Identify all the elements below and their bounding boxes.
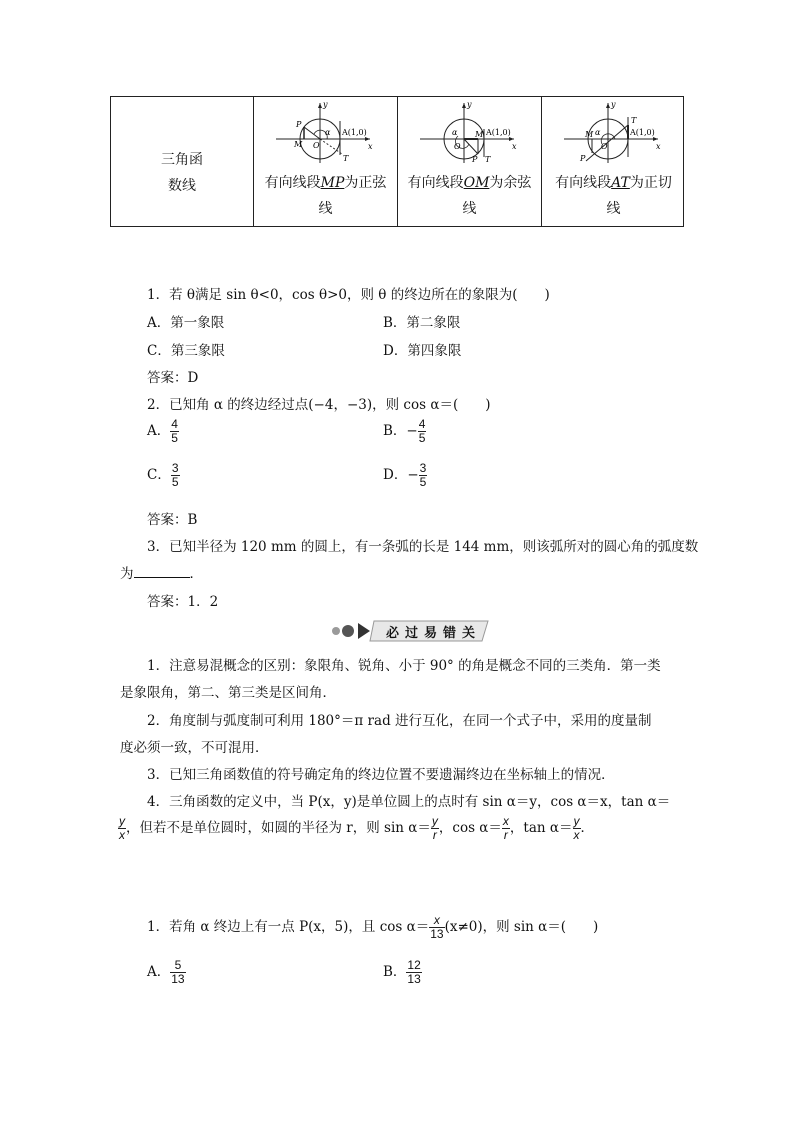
banner-title: 必过易错关 — [386, 626, 482, 641]
row-label-line1: 三角函 — [161, 152, 203, 168]
diagram-label-M: M — [294, 140, 303, 149]
sine-line-cell — [254, 97, 398, 226]
diagram-label-P: P — [296, 120, 302, 129]
diagram-label-M: M — [475, 130, 484, 139]
diagram-label-P: P — [472, 155, 478, 164]
q4-option-a: A． $\frac{5}{13}$ — [147, 958, 185, 986]
diagram-label-alpha: α — [595, 128, 601, 137]
diagram-label-alpha: α — [325, 128, 331, 137]
q4-option-b: B． $\frac{12}{13}$ — [383, 958, 421, 986]
diagram-label-A: A(1,0) — [630, 128, 655, 137]
q4-stem: 1．若角 α 终边上有一点 P(x，5)，且 cos α＝ $\frac{x}{13}$ (x≠0)，则 sin α＝( ) — [147, 913, 599, 941]
diagram-label-x: x — [368, 142, 373, 151]
table-row-header — [111, 97, 254, 226]
note-4-line2: $\frac{y}{x}$ ，但若不是单位圆时，如圆的半径为 r，则 sin α＝ $\frac{y}{r}$ ，cos α＝ $\frac{x}{r}$ ，tan α＝ $\frac{y}{x}$ ． — [119, 814, 594, 842]
diagram-label-A: A(1,0) — [486, 128, 511, 137]
diagram-label-O: O — [313, 141, 320, 150]
diagram-label-y: y — [323, 100, 328, 109]
note-1-line1: 1．注意易混概念的区别：象限角、锐角、小于 90° 的角是概念不同的三类角．第一类 — [147, 658, 661, 674]
diagram-label-T: T — [631, 116, 637, 125]
cosine-line-cell — [398, 97, 542, 226]
note-2-line2: 度必须一致，不可混用． — [120, 740, 269, 756]
q2-option-d: D．− $\frac{3}{5}$ — [383, 461, 427, 489]
sine-caption-line2: 线 — [318, 201, 333, 217]
q1-option-a: A．第一象限 — [147, 315, 225, 331]
diagram-label-T: T — [485, 155, 491, 164]
q1-option-d: D．第四象限 — [383, 343, 462, 359]
q1-stem: 1．若 θ满足 sin θ<0，cos θ>0，则 θ 的终边所在的象限为( ) — [147, 287, 550, 303]
diagram-label-y: y — [467, 100, 472, 109]
diagram-label-P: P — [580, 154, 586, 163]
q1-option-c: C．第三象限 — [147, 343, 225, 359]
tangent-caption-line2: 线 — [606, 201, 621, 217]
cosine-line-diagram — [416, 99, 522, 165]
diagram-label-x: x — [656, 142, 661, 151]
q3-stem: 3．已知半径为 120 mm 的圆上，有一条弧的长是 144 mm，则该弧所对的圆心角的弧度数 — [147, 539, 699, 555]
q2-option-b: B．− $\frac{4}{5}$ — [383, 417, 426, 445]
section-banner — [330, 618, 490, 644]
q1-answer: 答案：D — [147, 370, 199, 386]
note-4-line1: 4．三角函数的定义中，当 P(x，y)是单位圆上的点时有 sin α＝y，cos α＝x，tan α＝ — [147, 794, 671, 810]
note-3: 3．已知三角函数值的符号确定角的终边位置不要遗漏终边在坐标轴上的情况． — [147, 767, 615, 783]
tangent-line-diagram — [560, 99, 666, 165]
tangent-caption-line1: 有向线段AT为正切 — [555, 175, 672, 191]
q3-answer-blank — [134, 565, 190, 578]
row-label-line2: 数线 — [168, 178, 196, 194]
q3-stem-line2: 为 ． — [120, 566, 203, 582]
q2-option-a: A． $\frac{4}{5}$ — [147, 417, 178, 445]
trig-line-table — [110, 96, 684, 227]
note-1-line2: 是象限角，第二、第三类是区间角． — [120, 685, 336, 701]
q2-stem: 2．已知角 α 的终边经过点(−4，−3)，则 cos α＝( ) — [147, 397, 491, 413]
q1-option-b: B．第二象限 — [383, 315, 461, 331]
diagram-label-A: A(1,0) — [342, 128, 367, 137]
cosine-caption-line2: 线 — [462, 201, 477, 217]
diagram-label-y: y — [611, 100, 616, 109]
q3-answer: 答案：1．2 — [147, 594, 219, 610]
diagram-label-T: T — [343, 154, 349, 163]
sine-caption-line1: 有向线段MP为正弦 — [264, 175, 387, 191]
diagram-label-x: x — [512, 142, 517, 151]
diagram-label-alpha: α — [452, 128, 458, 137]
cosine-caption-line1: 有向线段OM为余弦 — [407, 175, 532, 191]
q2-answer: 答案：B — [147, 512, 198, 528]
tangent-line-cell — [542, 97, 685, 226]
diagram-label-M: M — [585, 130, 594, 139]
q2-option-c: C． $\frac{3}{5}$ — [147, 461, 179, 489]
sine-line-diagram — [272, 99, 378, 165]
note-2-line1: 2．角度制与弧度制可利用 180°＝π rad 进行互化，在同一个式子中，采用的度量制 — [147, 713, 652, 729]
diagram-label-O: O — [601, 142, 608, 151]
diagram-label-O: O — [454, 142, 461, 151]
